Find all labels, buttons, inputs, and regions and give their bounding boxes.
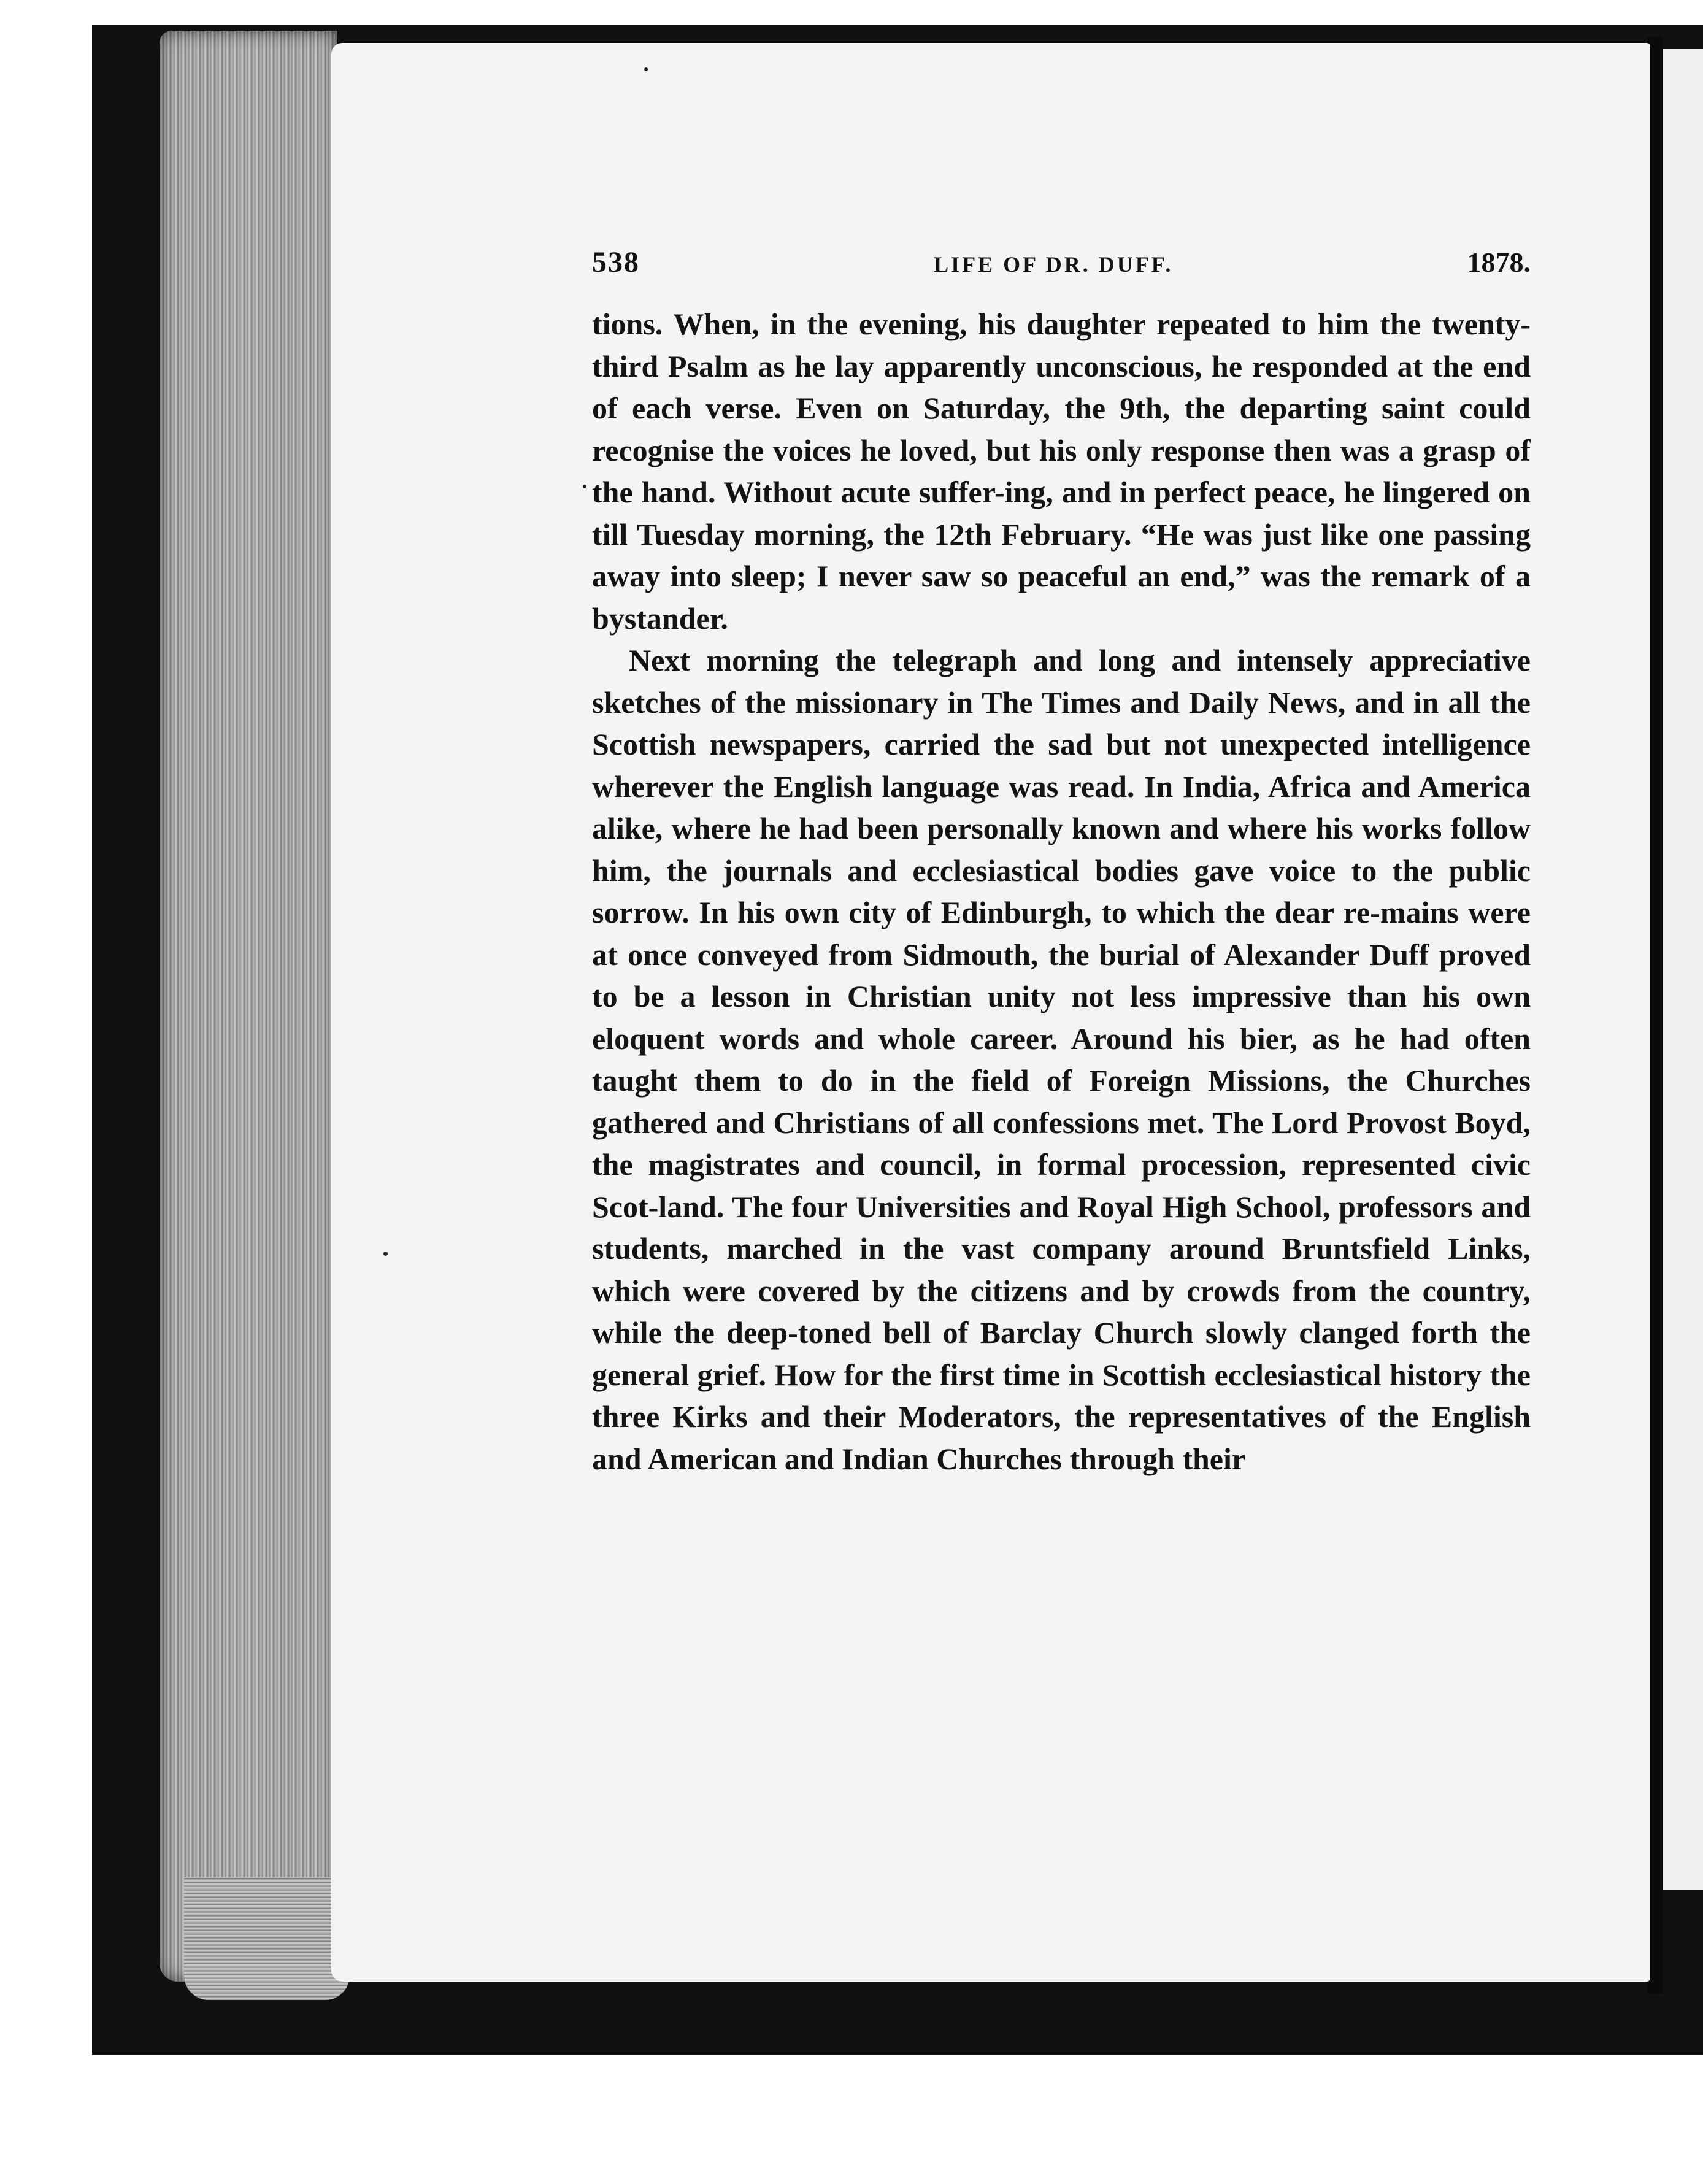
page-number: 538 [592, 246, 640, 279]
body-text [592, 303, 1531, 1480]
paragraph-2: Next morning the telegraph and long and intensely appreciative sketches of the missionary in The Times and Daily News, and in all the Scottish newspapers, carried the sad but not unexpected intelligence wherever the English language was read. In India, Africa and America alike, where he had been personally known and where his works follow him, the journals and ecclesiastical bodies gave voice to the public sorrow. In his own city of Edinburgh, to which the dear re-mains were at once conveyed from Sidmouth, the burial of Alexander Duff proved to be a lesson in Christian unity not less impressive than his own eloquent words and whole career. Around his bier, as he had often taught them to do in the field of Foreign Missions, the Churches gathered and Christians of all confessions met. The Lord Provost Boyd, the magistrates and council, in formal procession, represented civic Scot-land. The four Universities and Royal High School, professors and students, marched in the vast company around Bruntsfield Links, which were covered by the citizens and by crowds from the country, while the deep-toned bell of Barclay Church slowly clanged forth the general grief. How for the first time in Scottish ecclesiastical history the three Kirks and their Moderators, the representatives of the English and American and Indian Churches through their [592, 643, 1531, 1476]
margin-mark [583, 485, 586, 488]
running-year: 1878. [1467, 247, 1531, 278]
text-block [592, 245, 1531, 1480]
running-head [592, 245, 1531, 294]
book-page [331, 43, 1650, 1982]
adjacent-page-strip [1663, 49, 1703, 1890]
page-edges [160, 31, 337, 1982]
running-title: LIFE OF DR. DUFF. [934, 252, 1174, 277]
scan-speck [644, 67, 648, 71]
paragraph-1: tions. When, in the evening, his daughter repeated to him the twenty-third Psalm as he lay apparently unconscious, he responded at the end of each verse. Even on Saturday, the 9th, the departing saint could recognise the voices he loved, but his only response then was a grasp of the hand. Without acute suffer-ing, and in perfect peace, he lingered on till Tuesday morning, the 12th February. “He was just like one passing away into sleep; I never saw so peaceful an end,” was the remark of a bystander. [592, 307, 1531, 636]
page-edges-bottom [184, 1877, 350, 2000]
margin-mark [383, 1252, 388, 1256]
